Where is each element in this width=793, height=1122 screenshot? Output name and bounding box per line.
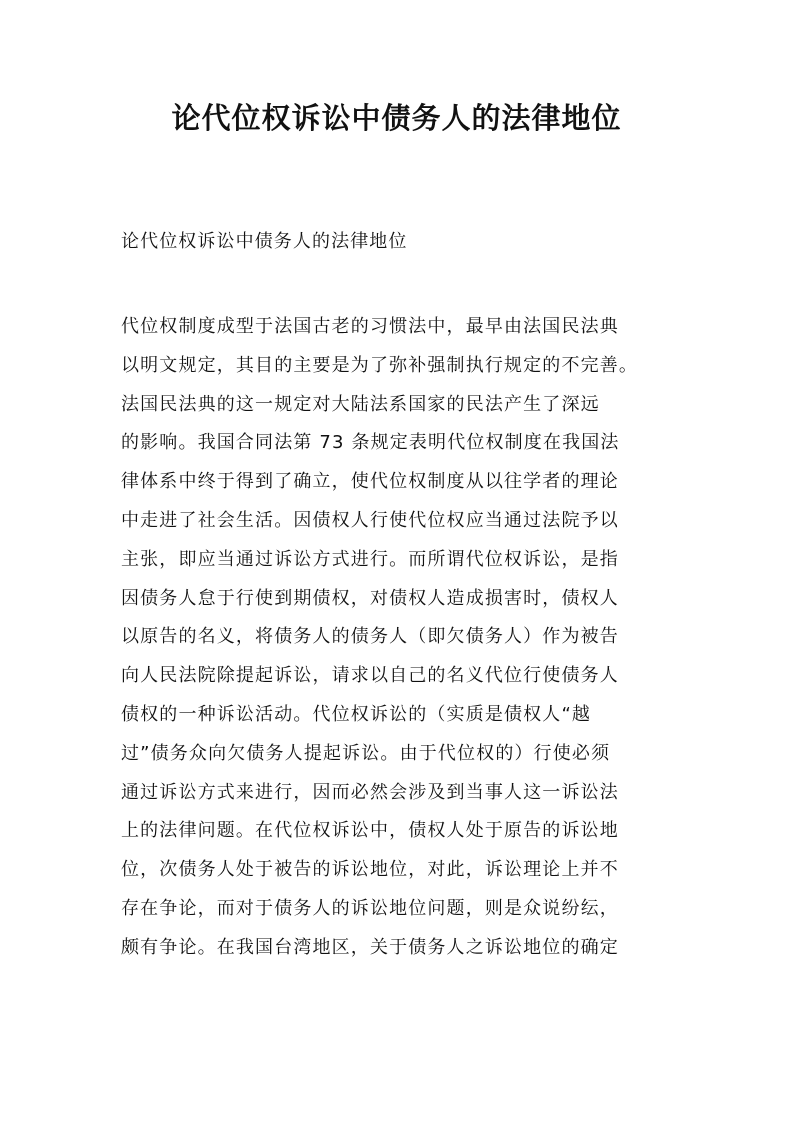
body-line: 主张，即应当通过诉讼方式进行。而所谓代位权诉讼，是指	[121, 548, 619, 570]
body-line: 上的法律问题。在代位权诉讼中，债权人处于原告的诉讼地	[121, 820, 619, 842]
body-line: 颇有争论。在我国台湾地区，关于债务人之诉讼地位的确定	[121, 936, 619, 958]
body-line: 法国民法典的这一规定对大陆法系国家的民法产生了深远	[121, 393, 600, 415]
body-line: 以明文规定，其目的主要是为了弥补强制执行规定的不完善。	[121, 354, 639, 376]
body-line: 的影响。我国合同法第 73 条规定表明代位权制度在我国法	[121, 432, 620, 454]
body-line: 过”债务众向欠债务人提起诉讼。由于代位权的）行使必须	[121, 742, 611, 764]
body-line: 位，次债务人处于被告的诉讼地位，对此，诉讼理论上并不	[121, 859, 619, 881]
document-subtitle: 论代位权诉讼中债务人的法律地位	[121, 231, 408, 252]
body-line: 向人民法院除提起诉讼，请求以自己的名义代位行使债务人	[121, 665, 619, 687]
body-line: 代位权制度成型于法国古老的习惯法中，最早由法国民法典	[121, 316, 619, 337]
body-line: 存在争论，而对于债务人的诉讼地位问题，则是众说纷纭，	[121, 897, 619, 919]
body-line: 通过诉讼方式来进行，因而必然会涉及到当事人这一诉讼法	[121, 781, 619, 803]
body-paragraph	[121, 312, 681, 972]
body-line: 因债务人怠于行使到期债权，对债权人造成损害时，债权人	[121, 587, 619, 609]
body-line: 中走进了社会生活。因债权人行使代位权应当通过法院予以	[121, 509, 619, 531]
document-title: 论代位权诉讼中债务人的法律地位	[171, 101, 622, 135]
body-line: 律体系中终于得到了确立，使代位权制度从以往学者的理论	[121, 471, 619, 493]
body-line: 债权的一种诉讼活动。代位权诉讼的（实质是债权人“越	[121, 703, 592, 725]
body-line: 以原告的名义，将债务人的债务人（即欠债务人）作为被告	[121, 626, 619, 648]
